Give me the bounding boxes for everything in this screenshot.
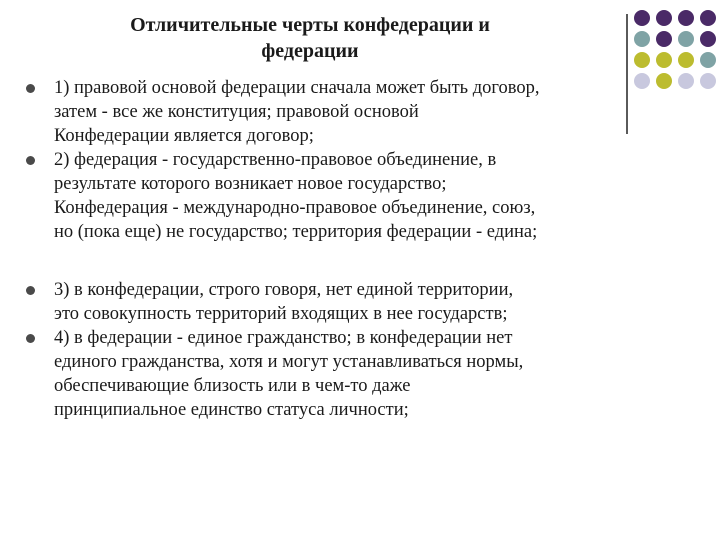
spacer [24,244,694,278]
slide-title [60,12,560,64]
decorative-dot-icon [678,31,694,47]
decorative-dot-icon [634,52,650,68]
decorative-dot-icon [678,52,694,68]
decorative-dot-icon [700,73,716,89]
bullet-item-2 [24,148,694,244]
decorative-dot-icon [700,52,716,68]
decorative-dot-icon [634,31,650,47]
bullet-list [24,76,694,422]
decorative-dot-icon [656,52,672,68]
decorative-dot-icon [656,10,672,26]
slide-title-line-1: Отличительные черты конфедерации и [130,14,490,36]
bullet-dot-icon [26,84,35,93]
bullet-item-1 [24,76,694,148]
decorative-dot-icon [634,10,650,26]
decorative-dot-icon [700,31,716,47]
bullet-item-3 [24,278,694,326]
bullet-text: 3) в конфедерации, строго говоря, нет единой территории, это совокупность территорий входящих в нее государств; [54,280,514,324]
bullet-dot-icon [26,286,35,295]
bullet-dot-icon [26,156,35,165]
bullet-text: 2) федерация - государственно-правовое объединение, в результате которого возникает новое государство; Конфедерация - международно-правовое объединение, союз, но (пока еще) не государство; территория федерации - едина; [54,150,538,242]
bullet-dot-icon [26,334,35,343]
decorative-dot-icon [678,10,694,26]
bullet-text: 1) правовой основой федерации сначала может быть договор, затем - все же конституция; правовой основой Конфедерации является договор; [54,78,540,146]
decorative-dot-icon [656,31,672,47]
decorative-dot-icon [700,10,716,26]
bullet-text: 4) в федерации - единое гражданство; в конфедерации нет единого гражданства, хотя и могут устанавливаться нормы, обеспечивающие близость или в чем-то даже принципиальное единство статуса личности; [54,328,524,420]
slide-title-line-2: федерации [261,40,359,62]
bullet-item-4 [24,326,694,422]
